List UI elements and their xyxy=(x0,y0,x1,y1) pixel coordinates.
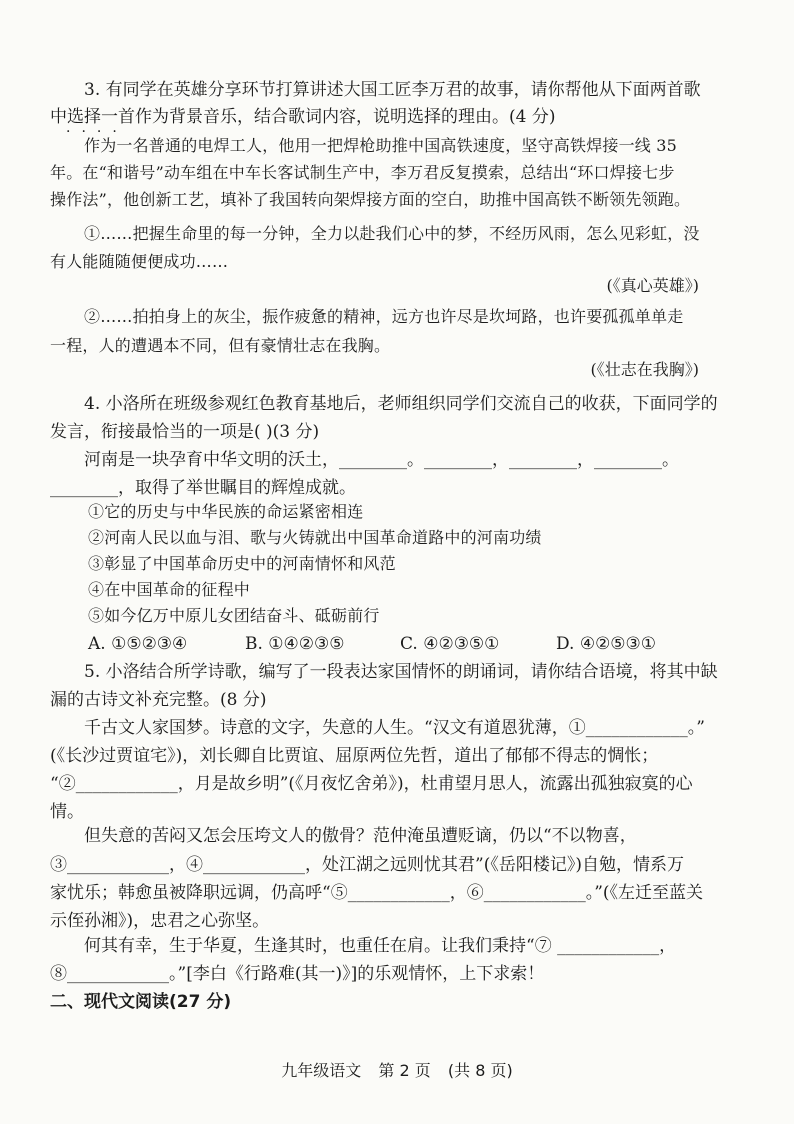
q4-sentence-5: ⑤如今亿万中原儿女团结奋斗、砥砺前行 xyxy=(88,606,380,625)
q3-prompt-line1: 3. 有同学在英雄分享环节打算讲述大国工匠李万君的故事，请你帮他从下面两首歌 xyxy=(84,80,701,100)
q4-sentence-2: ②河南人民以血与泪、歌与火铸就出中国革命道路中的河南功绩 xyxy=(88,528,542,547)
q3-song2-title: (《壮志在我胸》) xyxy=(590,360,699,379)
q5-para2-line3: 家忧乐；韩愈虽被降职远调，仍高呼“⑤____________，⑥____________。”(《左迁至蓝关 xyxy=(50,883,704,903)
q4-choice-b: B. ①④②③⑤ xyxy=(245,634,345,654)
q4-choice-a: A. ①⑤②③④ xyxy=(88,634,188,654)
q3-song2-line2: 一程，人的遭遇本不同，但有豪情壮志在我胸。 xyxy=(50,336,391,355)
q3-song1-line1: ①……把握生命里的每一分钟，全力以赴我们心中的梦，不经历风雨，怎么见彩虹，没 xyxy=(84,224,700,243)
q5-para2-line1: 但失意的苦闷又怎会压垮文人的傲骨？范仲淹虽遭贬谪，仍以“不以物喜， xyxy=(84,826,637,846)
q4-choice-d: D. ④②⑤③① xyxy=(556,634,657,654)
q5-para1-line1: 千古文人家国梦。诗意的文字，失意的人生。“汉文有道恩犹薄，①____________。” xyxy=(84,718,705,738)
q3-song1-title: (《真心英雄》) xyxy=(606,276,699,295)
q5-prompt-line1: 5. 小洛结合所学诗歌，编写了一段表达家国情怀的朗诵词，请你结合语境，将其中缺 xyxy=(84,662,718,682)
q5-para1-line2: (《长沙过贾谊宅》)，刘长卿自比贾谊、屈原两位先哲，道出了郁郁不得志的惆怅； xyxy=(50,746,659,766)
q4-prompt-line1: 4. 小洛所在班级参观红色教育基地后，老师组织同学们交流自己的收获，下面同学的 xyxy=(84,394,718,414)
footer-page-number: 第 2 页 xyxy=(378,1061,431,1080)
q4-sentence-4: ④在中国革命的征程中 xyxy=(88,580,251,599)
q3-bio-line2: 年。在“和谐号”动车组在中车长客试制生产中，李万君反复摸索，总结出“环口焊接七步 xyxy=(50,163,675,182)
q4-prompt-line2: 发言，衔接最恰当的一项是( )(3 分) xyxy=(50,422,320,442)
q3-song2-line1: ②……拍拍身上的灰尘，振作疲惫的精神，远方也许尽是坎坷路，也许要孤孤单单走 xyxy=(84,307,684,326)
q3-song1-line2: 有人能随随便便成功…… xyxy=(50,252,229,271)
q4-blank-line2: ________，取得了举世瞩目的辉煌成就。 xyxy=(50,478,356,498)
q5-para3-line1: 何其有幸，生于华夏，生逢其时，也重任在肩。让我们秉持“⑦ ____________， xyxy=(84,936,677,956)
q3-bio-line3: 操作法”，他创新工艺，填补了我国转向架焊接方面的空白，助推中国高铁不断领先领跑。 xyxy=(50,190,691,209)
q4-choice-c: C. ④②③⑤① xyxy=(400,634,500,654)
q5-para1-line4: 情。 xyxy=(50,802,84,822)
q4-sentence-3: ③彰显了中国革命历史中的河南情怀和风范 xyxy=(88,554,396,573)
q3-bio-line1: 作为一名普通的电焊工人，他用一把焊枪助推中国高铁速度，坚守高铁焊接一线 35 xyxy=(84,136,678,155)
footer-subject: 九年级语文 xyxy=(281,1061,362,1080)
q3-prompt-line2: 中选择一首作为背景音乐，结合歌词内容，说明选择的理由。(4 分) xyxy=(50,107,556,127)
q5-para1-line3: “②____________，月是故乡明”(《月夜忆舍弟》)，杜甫望月思人，流露出孤独寂寞的心 xyxy=(50,774,693,794)
q4-sentence-1: ①它的历史与中华民族的命运紧密相连 xyxy=(88,502,364,521)
emphasis-dots: ···· xyxy=(66,124,128,140)
footer-total-pages: (共 8 页) xyxy=(447,1061,513,1080)
q5-para3-line2: ⑧____________。”[李白《行路难(其一)》]的乐观情怀，上下求索！ xyxy=(50,964,545,984)
section2-heading: 二、现代文阅读(27 分) xyxy=(50,992,232,1012)
q5-para2-line2: ③____________，④____________，处江湖之远则忧其君”(《岳阳楼记》)自勉，情系万 xyxy=(50,855,684,875)
q5-para2-line4: 示侄孙湘》)，忠君之心弥坚。 xyxy=(50,911,270,931)
page-footer xyxy=(0,1058,794,1081)
q5-prompt-line2: 漏的古诗文补充完整。(8 分) xyxy=(50,690,267,710)
q4-blank-line1: 河南是一块孕育中华文明的沃土，________。________，________，________。 xyxy=(84,450,679,470)
